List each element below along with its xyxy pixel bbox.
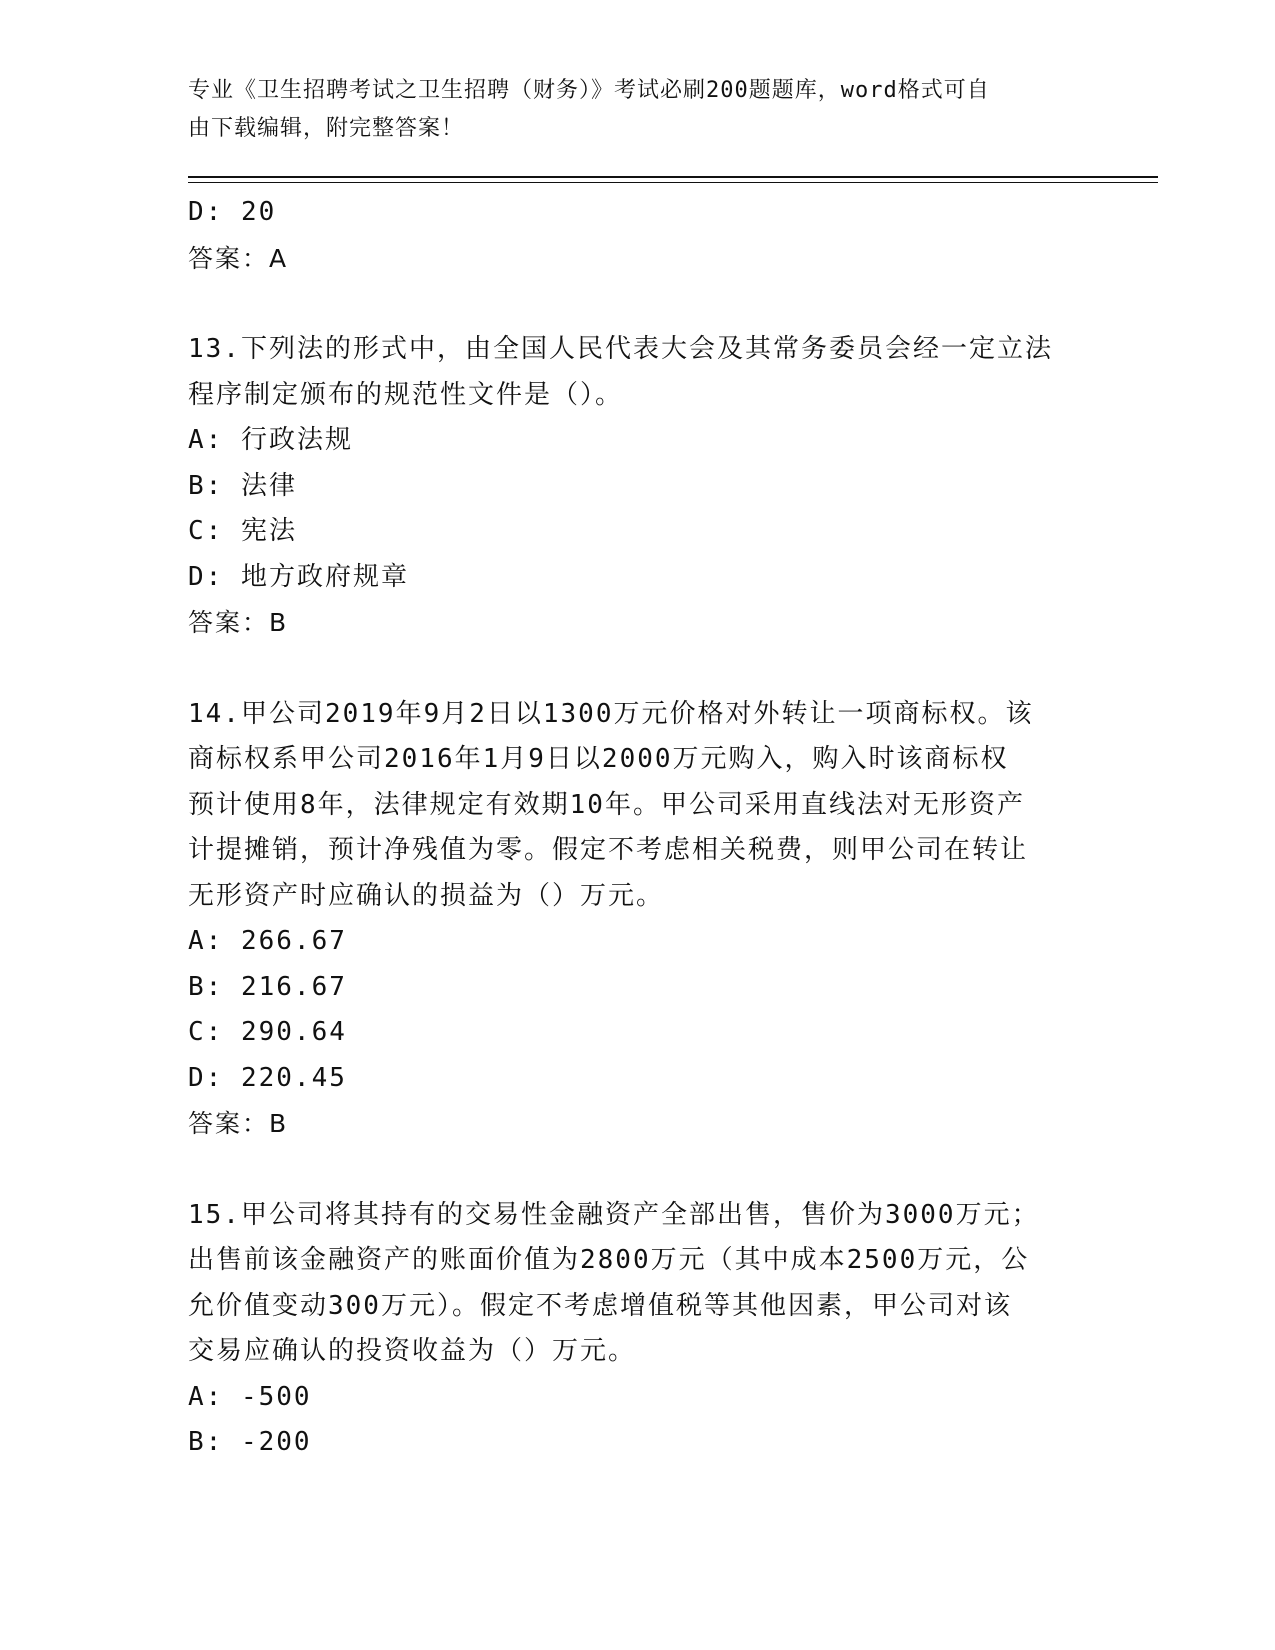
option-a: A: -500 (188, 1381, 312, 1412)
option-d: D: 20 (188, 197, 277, 227)
previous-question-tail (188, 190, 1088, 281)
answer-line: 答案：B (188, 1109, 289, 1138)
question-14 (188, 692, 1088, 1147)
option-b: B: 法律 (188, 470, 297, 501)
question-text-line: 14.甲公司2019年9月2日以1300万元价格对外转让一项商标权。该 (188, 698, 1034, 729)
question-text-line: 15.甲公司将其持有的交易性金融资产全部出售，售价为3000万元； (188, 1199, 1040, 1230)
question-13 (188, 327, 1088, 646)
header-rule-thick (188, 176, 1158, 178)
option-c: C: 宪法 (188, 516, 297, 546)
option-b: B: 216.67 (188, 971, 347, 1002)
header-line-1: 专业《卫生招聘考试之卫生招聘（财务）》考试必刷200题题库，word格式可自 (188, 78, 990, 103)
question-text-line: 程序制定颁布的规范性文件是（）。 (188, 379, 624, 410)
option-b: B: -200 (188, 1427, 312, 1457)
question-text-line: 允价值变动300万元）。假定不考虑增值税等其他因素，甲公司对该 (188, 1290, 1012, 1321)
option-c: C: 290.64 (188, 1017, 347, 1047)
option-a: A: 行政法规 (188, 425, 353, 455)
option-a: A: 266.67 (188, 926, 347, 956)
document-body (188, 190, 1088, 1466)
question-15 (188, 1193, 1088, 1466)
answer-line: 答案：A (188, 243, 289, 273)
question-text-line: 计提摊销，预计净残值为零。假定不考虑相关税费，则甲公司在转让 (188, 835, 1029, 865)
option-d: D: 220.45 (188, 1062, 347, 1093)
question-text-line: 商标权系甲公司2016年1月9日以2000万元购入，购入时该商标权 (188, 744, 1009, 774)
question-text-line: 出售前该金融资产的账面价值为2800万元（其中成本2500万元，公 (188, 1245, 1030, 1275)
question-text-line: 交易应确认的投资收益为（）万元。 (188, 1336, 637, 1366)
question-text-line: 预计使用8年，法律规定有效期10年。甲公司采用直线法对无形资产 (188, 789, 1025, 820)
document-header (188, 72, 1068, 148)
answer-line: 答案：B (188, 608, 289, 637)
question-text-line: 无形资产时应确认的损益为（）万元。 (188, 880, 665, 911)
option-d: D: 地方政府规章 (188, 561, 409, 592)
question-text-line: 13.下列法的形式中，由全国人民代表大会及其常务委员会经一定立法 (188, 334, 1053, 364)
header-rule-thin (188, 182, 1158, 183)
header-line-2: 由下载编辑，附完整答案！ (188, 116, 465, 141)
